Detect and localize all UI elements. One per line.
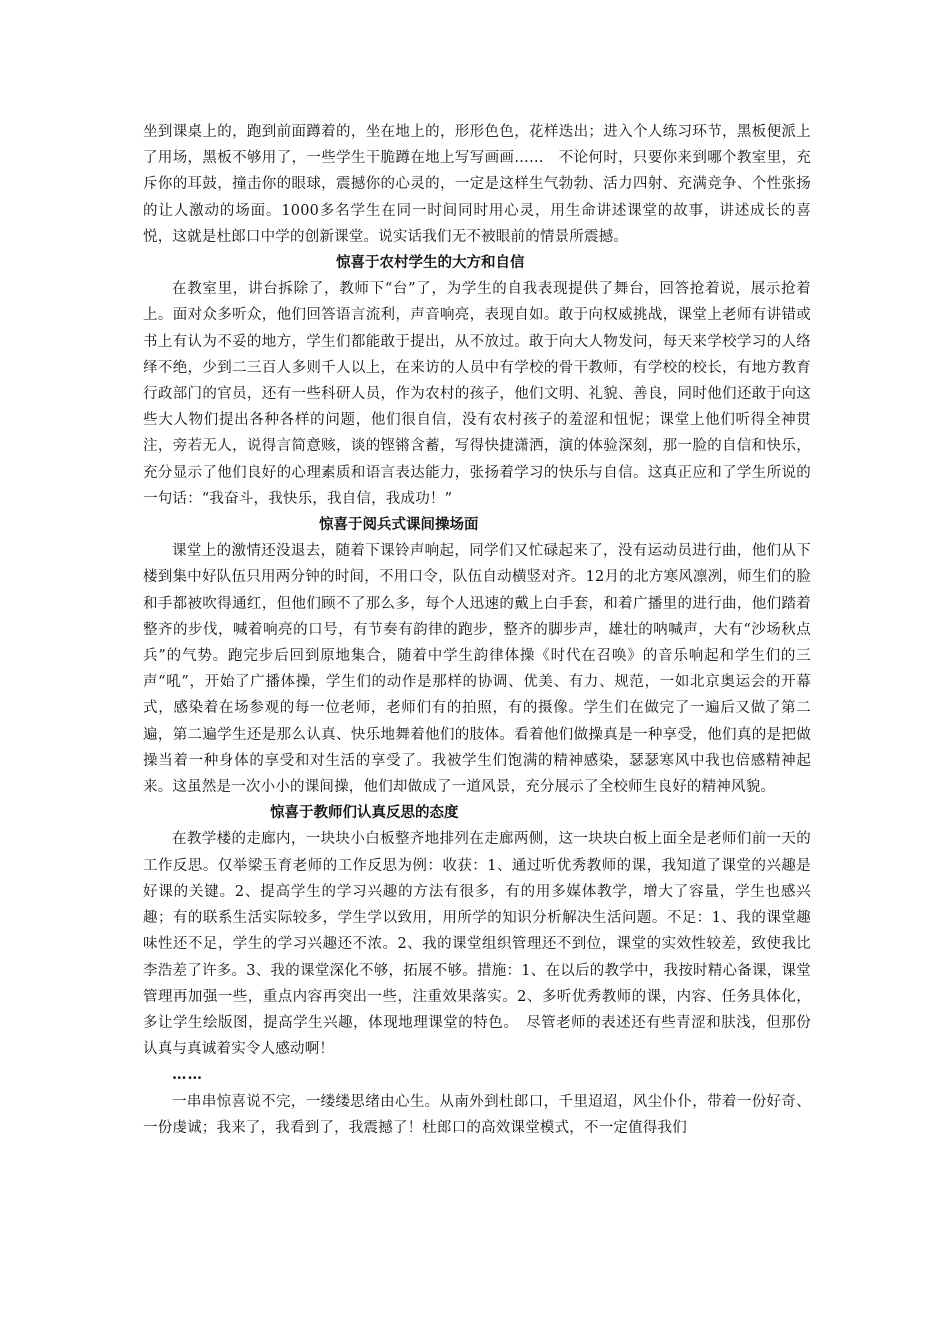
- document-page: [143, 119, 811, 1141]
- section-body-parade-exercise: 课堂上的激情还没退去，随着下课铃声响起，同学们又忙碌起来了，没有运动员进行曲，他们从下楼到集中好队伍只用两分钟的时间，不用口令，队伍自动横竖对齐。12月的北方寒风凛冽，师生们的脸和手都被吹得通红，但他们顾不了那么多，每个人迅速的戴上白手套，和着广播里的进行曲，他们踏着整齐的步伐，喊着响亮的口号，有节奏有韵律的跑步，整齐的脚步声，雄壮的呐喊声，大有“沙场秋点兵”的气势。跑完步后回到原地集合，随着中学生韵律体操《时代在召唤》的音乐响起和学生们的三声“吼”，开始了广播体操，学生们的动作是那样的协调、优美、有力、规范，一如北京奥运会的开幕式，感染着在场参观的每一位老师，老师们有的拍照，有的摄像。学生们在做完了一遍后又做了第二遍，第二遍学生还是那么认真、快乐地舞着他们的肢体。看着他们做操真是一种享受，他们真的是把做操当着一种身体的享受和对生活的享受了。我被学生们饱满的精神感染，瑟瑟寒风中我也倍感精神起来。这虽然是一次小小的课间操，他们却做成了一道风景，充分展示了全校师生良好的精神风貌。: [143, 543, 811, 796]
- section-heading-rural-students: 惊喜于农村学生的大方和自信: [336, 255, 525, 272]
- intro-paragraph: 坐到课桌上的，跑到前面蹲着的，坐在地上的，形形色色，花样迭出；进入个人练习环节，黑板便派上了用场，黑板不够用了，一些学生干脆蹲在地上写写画画…… 不论何时，只要你来到哪个教室里，充斥你的耳鼓，撞击你的眼球，震撼你的心灵的，一定是这样生气勃勃、活力四射、充满竞争、个性张扬的让人激动的场面。1000多名学生在同一时间同时用心灵，用生命讲述课堂的故事，讲述成长的喜悦，这就是杜郎口中学的创新课堂。说实话我们无不被眼前的情景所震撼。: [143, 124, 811, 245]
- section-body-rural-students: 在教室里，讲台拆除了，教师下“台”了，为学生的自我表现提供了舞台，回答抢着说，展示抢着上。面对众多听众，他们回答语言流利，声音响亮，表现自如。敢于向权威挑战，课堂上老师有讲错或书上有认为不妥的地方，学生们都能敢于提出，从不放过。敢于向大人物发问，每天来学校学习的人络绎不绝，少到二三百人多则千人以上，在来访的人员中有学校的骨干教师，有学校的校长，有地方教育行政部门的官员，还有一些科研人员，作为农村的孩子，他们文明、礼貌、善良，同时他们还敢于向这些大人物们提出各种各样的问题，他们很自信，没有农村孩子的羞涩和忸怩；课堂上他们听得全神贯注，旁若无人，说得言简意赅，谈的铿锵含蓄，写得快捷潇洒，演的体验深刻，那一脸的自信和快乐，充分显示了他们良好的心理素质和语言表达能力，张扬着学习的快乐与自信。这真正应和了学生所说的一句话：“我奋斗，我快乐，我自信，我成功！”: [143, 281, 811, 507]
- closing-paragraph: 一串串惊喜说不完，一缕缕思绪由心生。从南外到杜郎口，千里迢迢，风尘仆仆，带着一份好奇、一份虔诚；我来了，我看到了，我震撼了！杜郎口的高效课堂模式，不一定值得我们: [143, 1093, 811, 1136]
- section-heading-teacher-reflection: 惊喜于教师们认真反思的态度: [270, 805, 459, 822]
- section-body-teacher-reflection: 在教学楼的走廊内，一块块小白板整齐地排列在走廊两侧，这一块块白板上面全是老师们前一天的工作反思。仅举梁玉育老师的工作反思为例：收获：1、通过听优秀教师的课，我知道了课堂的兴趣是好课的关键。2、提高学生的学习兴趣的方法有很多，有的用多媒体教学，增大了容量，学生也感兴趣；有的联系生活实际较多，学生学以致用，用所学的知识分析解决生活问题。不足：1、我的课堂趣味性还不足，学生的学习兴趣还不浓。2、我的课堂组织管理还不到位，课堂的实效性较差，致使我比李浩差了许多。3、我的课堂深化不够，拓展不够。措施：1、在以后的教学中，我按时精心备课，课堂管理再加强一些，重点内容再突出一些，注重效果落实。2、多听优秀教师的课，内容、任务具体化，多让学生绘版图，提高学生兴趣，体现地理课堂的特色。 尽管老师的表述还有些青涩和肤浅，但那份认真与真诚着实令人感动啊！: [143, 831, 811, 1058]
- section-heading-parade-exercise: 惊喜于阅兵式课间操场面: [319, 517, 479, 534]
- ellipsis-separator: ……: [172, 1066, 203, 1084]
